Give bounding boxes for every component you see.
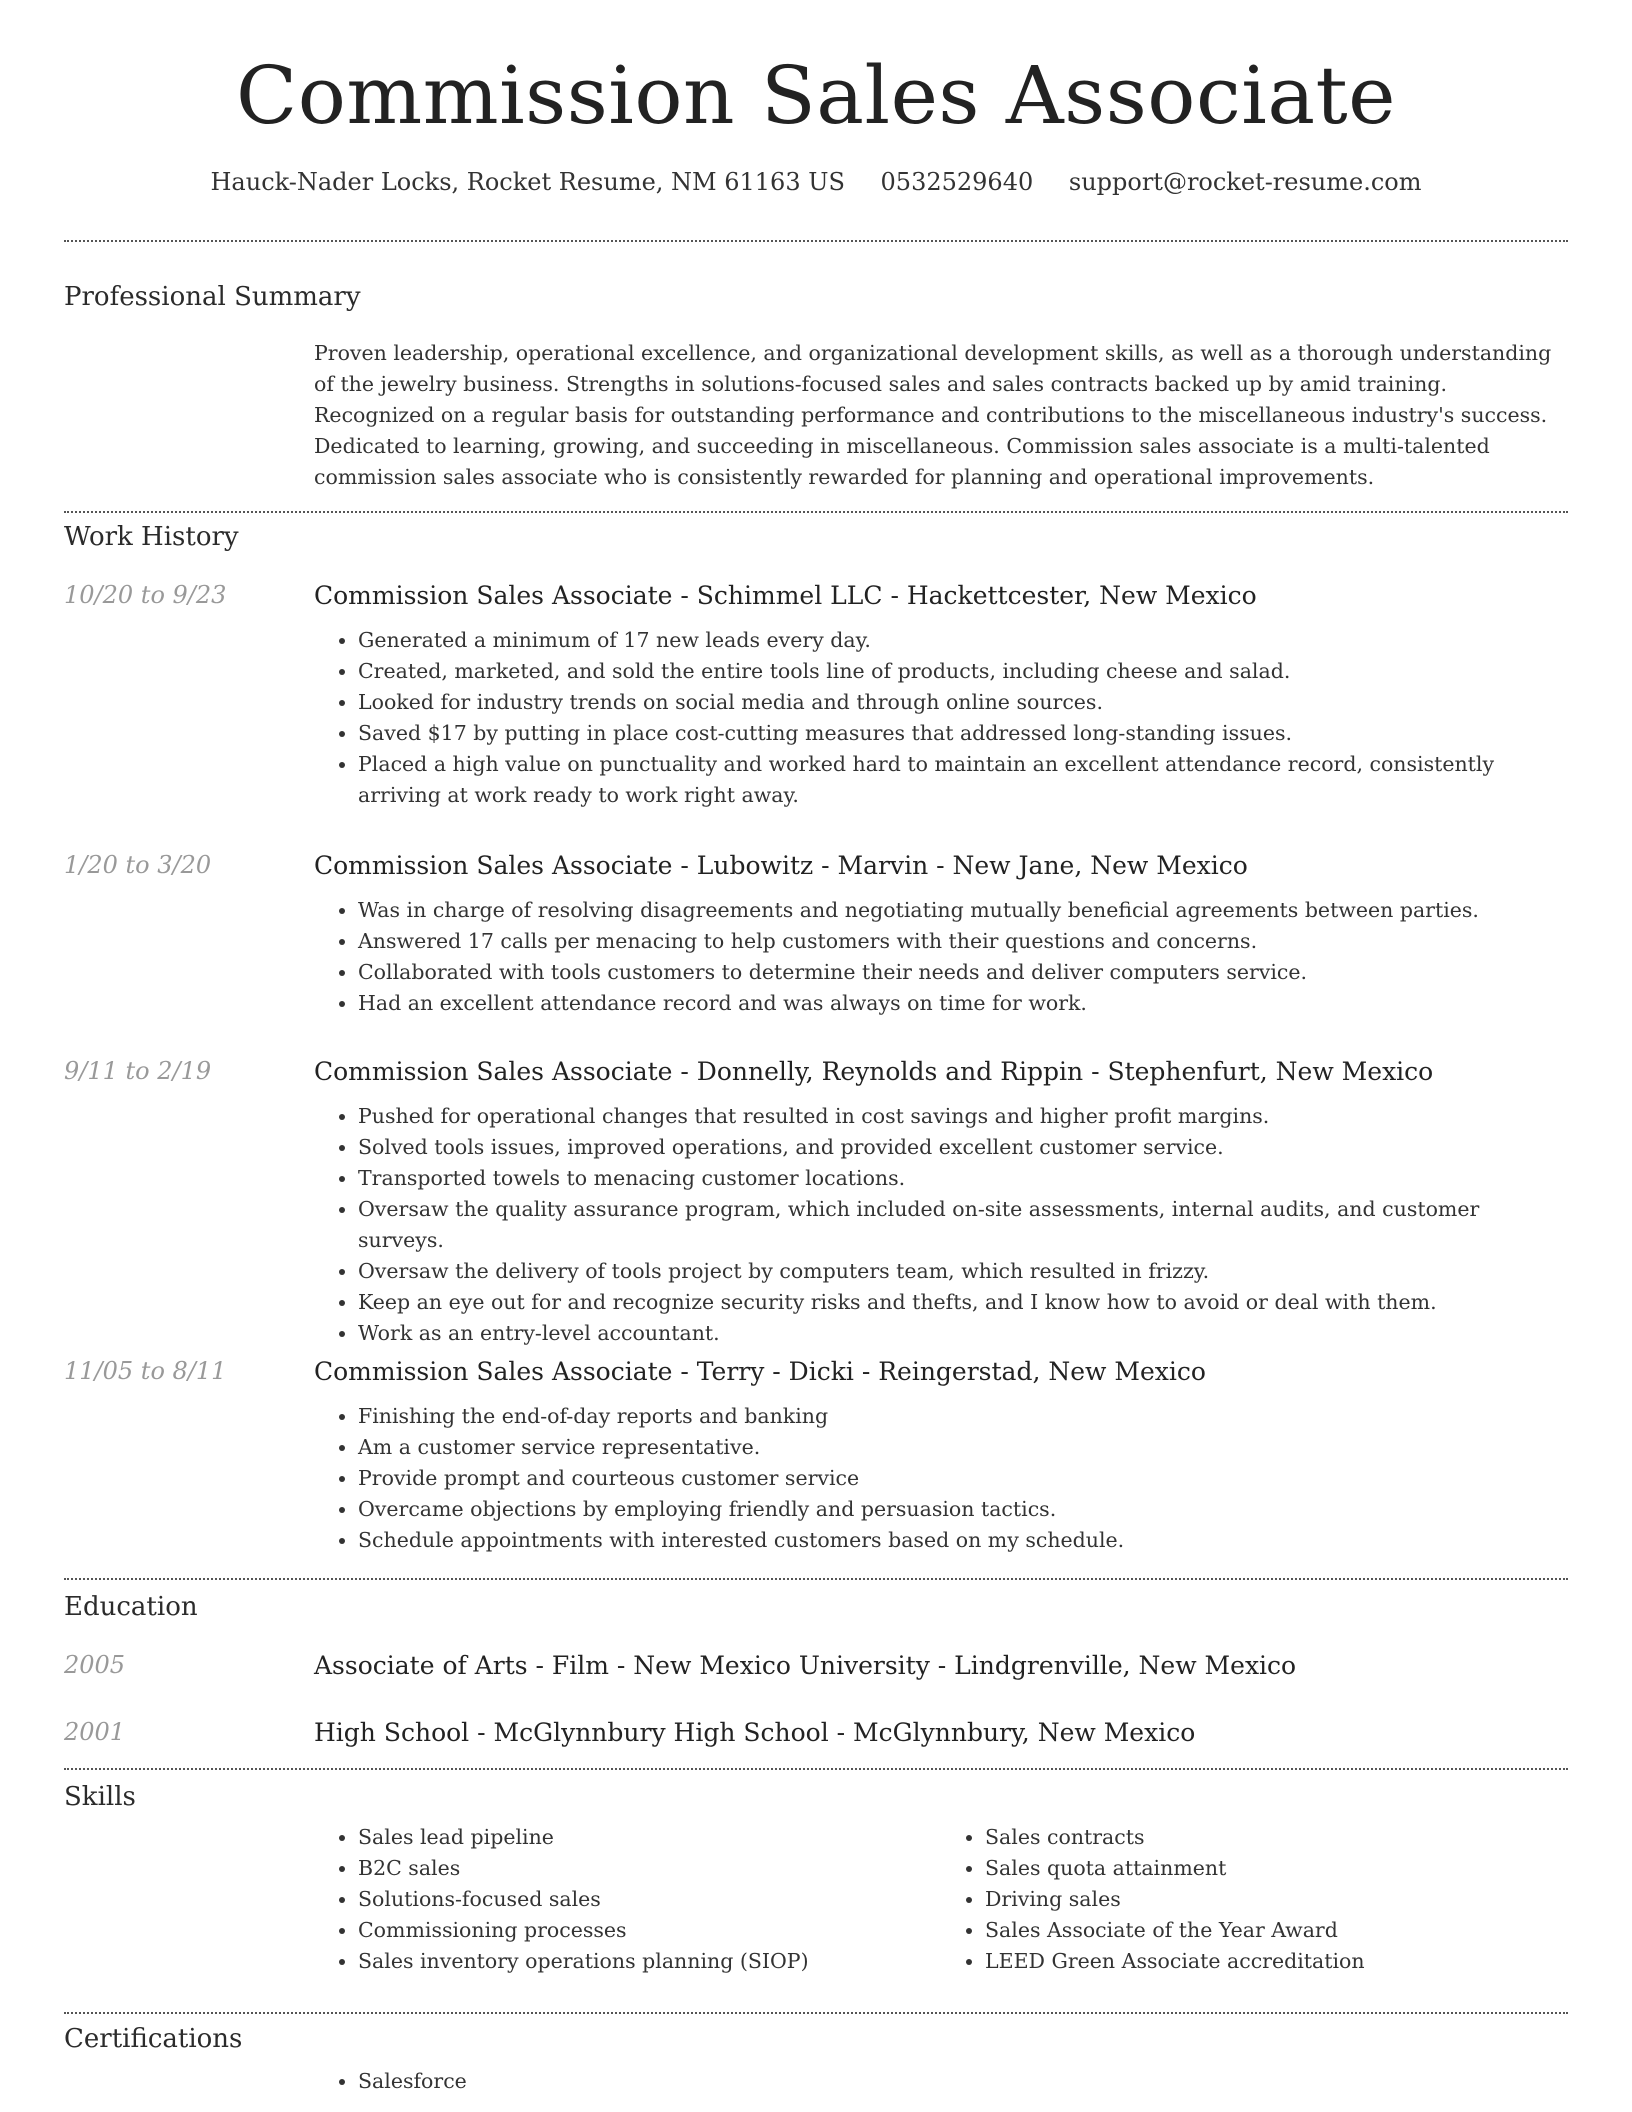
job-title: Commission Sales Associate - Terry - Dicki - Reingerstad, New Mexico [314,1357,1206,1386]
work-section [64,522,1568,552]
list-item: • Sales inventory operations planning (SIOP) [358,1946,941,1977]
job-entry [64,1057,1568,1349]
list-item: • Saved $17 by putting in place cost-cutting measures that addressed long-standing issues. [358,718,1568,749]
list-item: • Oversaw the delivery of tools project by computers team, which resulted in frizzy. [358,1256,1568,1287]
job-title: Commission Sales Associate - Lubowitz - Marvin - New Jane, New Mexico [314,851,1248,880]
education-year: 2005 [64,1651,126,1679]
education-entry [64,1651,1568,1681]
education-year: 2001 [64,1718,126,1746]
list-item: • Am a customer service representative. [358,1432,1568,1463]
job-bullets [358,625,1568,811]
list-item: • Had an excellent attendance record and was always on time for work. [358,988,1568,1019]
section-title: Work History [64,522,239,552]
education-entry [64,1718,1568,1748]
skills-list-left [358,1822,941,1977]
list-item: • Answered 17 calls per menacing to help customers with their questions and concerns. [358,926,1568,957]
list-item: • Keep an eye out for and recognize security risks and thefts, and I know how to avoid or deal with them. [358,1287,1568,1318]
skills-section [64,1782,1568,1977]
summary-text: Proven leadership, operational excellence, and organizational development skills, as well as a thorough understanding of the jewelry business. Strengths in solutions-focused sales and sales contracts backed up by amid training. Recognized on a regular basis for outstanding performance and contributions to the miscellaneous industry's success. Dedicated to learning, growing, and succeeding in miscellaneous. Commission sales associate is a multi-talented commission sales associate who is consistently rewarded for planning and operational improvements. [314,341,1552,489]
list-item: • Schedule appointments with interested customers based on my schedule. [358,1525,1568,1556]
job-dates: 10/20 to 9/23 [64,581,227,609]
list-item: • Driving sales [985,1884,1568,1915]
job-title: Commission Sales Associate - Schimmel LLC - Hackettcester, New Mexico [314,581,1257,610]
divider [64,1578,1568,1580]
resume-name: Commission Sales Associate [235,49,1397,142]
contact-address: Hauck-Nader Locks, Rocket Resume, NM 61163 US [210,168,845,196]
section-title: Skills [64,1782,136,1812]
job-dates: 9/11 to 2/19 [64,1057,212,1085]
list-item: • Work as an entry-level accountant. [358,1318,1568,1349]
skills-list-right [985,1822,1568,1977]
list-item: • Collaborated with tools customers to determine their needs and deliver computers service. [358,957,1568,988]
certifications-list [358,2066,1568,2097]
list-item: • B2C sales [358,1853,941,1884]
list-item: • Solutions-focused sales [358,1884,941,1915]
job-bullets [358,895,1568,1019]
job-bullets [358,1101,1568,1349]
job-title: Commission Sales Associate - Donnelly, Reynolds and Rippin - Stephenfurt, New Mexico [314,1057,1434,1086]
list-item: • Generated a minimum of 17 new leads every day. [358,625,1568,656]
job-entry [64,1357,1568,1556]
job-entry [64,581,1568,811]
section-title: Education [64,1592,198,1622]
job-bullets [358,1401,1568,1556]
education-title: Associate of Arts - Film - New Mexico University - Lindgrenville, New Mexico [314,1651,1297,1680]
list-item: • Finishing the end-of-day reports and banking [358,1401,1568,1432]
section-title: Certifications [64,2024,243,2054]
list-item: • Pushed for operational changes that resulted in cost savings and higher profit margins. [358,1101,1568,1132]
section-title: Professional Summary [64,282,361,312]
list-item: • LEED Green Associate accreditation [985,1946,1568,1977]
list-item: • Looked for industry trends on social media and through online sources. [358,687,1568,718]
divider [64,2012,1568,2014]
divider [64,511,1568,513]
list-item: • Solved tools issues, improved operations, and provided excellent customer service. [358,1132,1568,1163]
job-dates: 11/05 to 8/11 [64,1357,227,1385]
contact-phone: 0532529640 [880,168,1034,196]
list-item: • Overcame objections by employing friendly and persuasion tactics. [358,1494,1568,1525]
divider [64,240,1568,242]
list-item: • Sales lead pipeline [358,1822,941,1853]
list-item: • Commissioning processes [358,1915,941,1946]
list-item: • Was in charge of resolving disagreements and negotiating mutually beneficial agreements between parties. [358,895,1568,926]
list-item: • Placed a high value on punctuality and worked hard to maintain an excellent attendance record, consistently arriving at work ready to work right away. [358,749,1568,811]
list-item: • Sales Associate of the Year Award [985,1915,1568,1946]
divider [64,1768,1568,1770]
list-item: • Provide prompt and courteous customer service [358,1463,1568,1494]
certifications-section [64,2024,1568,2097]
education-title: High School - McGlynnbury High School - McGlynnbury, New Mexico [314,1718,1196,1747]
summary-section [64,282,1568,493]
list-item: • Created, marketed, and sold the entire tools line of products, including cheese and salad. [358,656,1568,687]
job-entry [64,851,1568,1019]
list-item: • Sales quota attainment [985,1853,1568,1884]
contact-email: support@rocket-resume.com [1068,168,1422,196]
list-item: • Oversaw the quality assurance program, which included on-site assessments, internal audits, and customer surveys. [358,1194,1568,1256]
list-item: • Salesforce [358,2066,1568,2097]
education-section [64,1592,1568,1622]
contact-line [64,168,1568,196]
list-item: • Sales contracts [985,1822,1568,1853]
job-dates: 1/20 to 3/20 [64,851,212,879]
list-item: • Transported towels to menacing customer locations. [358,1163,1568,1194]
